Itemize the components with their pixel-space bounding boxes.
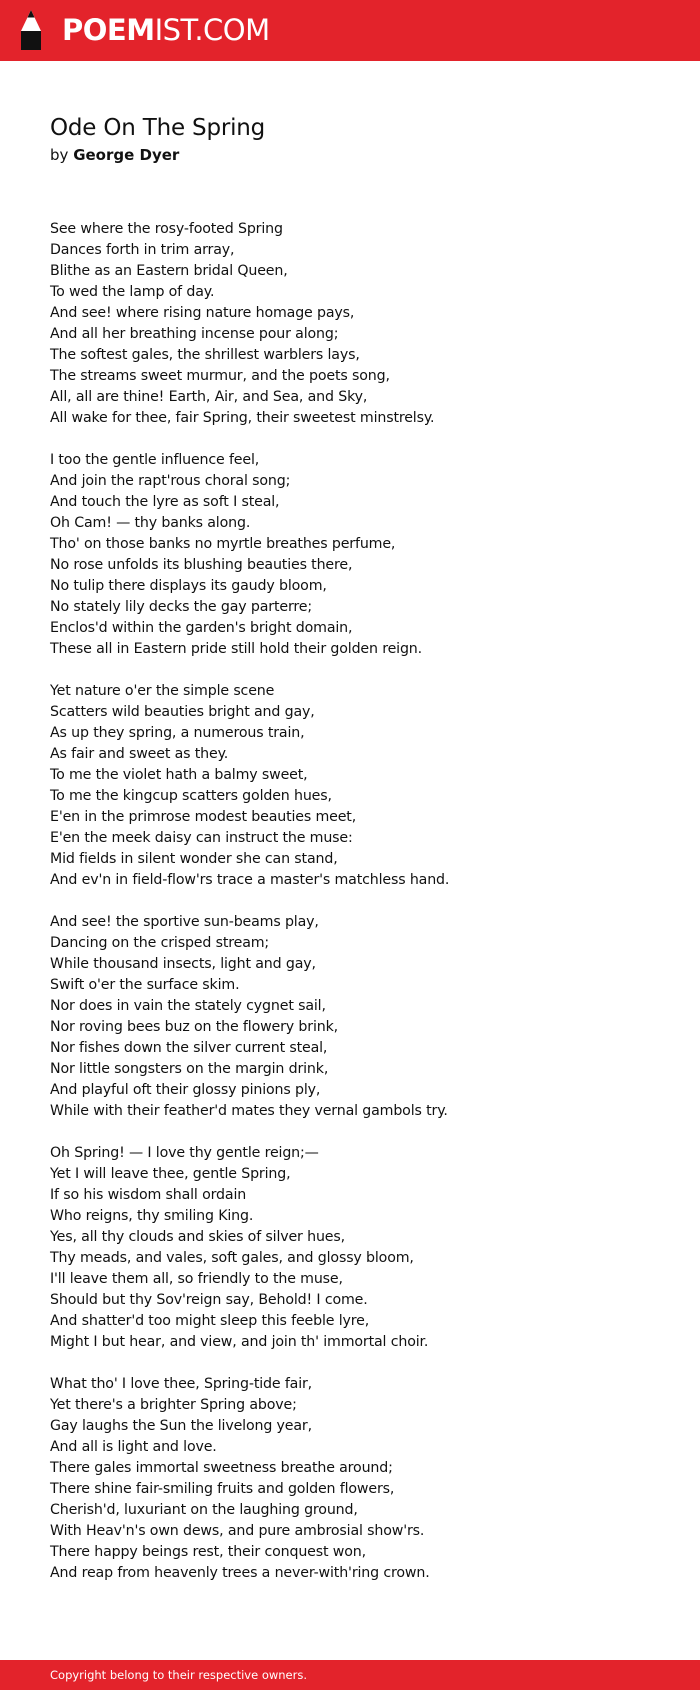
poem-line: Nor does in vain the stately cygnet sail,	[50, 998, 326, 1014]
poem-line: Who reigns, thy smiling King.	[50, 1208, 254, 1224]
poem-line: And playful oft their glossy pinions ply,	[50, 1082, 321, 1098]
poem-line: Oh Cam! — thy banks along.	[50, 515, 251, 531]
poem-line: No tulip there displays its gaudy bloom,	[50, 578, 327, 594]
poem-line: What tho' I love thee, Spring-tide fair,	[50, 1376, 313, 1392]
poem-line: Swift o'er the surface skim.	[50, 977, 240, 993]
poem-line: Yet there's a brighter Spring above;	[50, 1397, 297, 1413]
poem-line: E'en in the primrose modest beauties meet,	[50, 809, 357, 825]
poem-line: Mid fields in silent wonder she can stand,	[50, 851, 338, 867]
poem-line: And reap from heavenly trees a never-with'ring crown.	[50, 1565, 430, 1581]
poem-line: There happy beings rest, their conquest won,	[50, 1544, 366, 1560]
poem-line: Thy meads, and vales, soft gales, and glossy bloom,	[50, 1250, 414, 1266]
poem-line: All wake for thee, fair Spring, their sweetest minstrelsy.	[50, 410, 435, 426]
poem-line: With Heav'n's own dews, and pure ambrosial show'rs.	[50, 1523, 425, 1539]
pencil-logo-icon[interactable]	[17, 9, 45, 53]
poem-line: To me the kingcup scatters golden hues,	[50, 788, 332, 804]
poem-line: Nor fishes down the silver current steal,	[50, 1040, 328, 1056]
site-logo[interactable]	[62, 9, 270, 51]
poem-byline	[50, 144, 660, 166]
poem-line: As up they spring, a numerous train,	[50, 725, 305, 741]
poem-stanza	[50, 1143, 660, 1353]
poem-stanza	[50, 1374, 660, 1584]
poem-line: No rose unfolds its blushing beauties there,	[50, 557, 353, 573]
poem-line: I too the gentle influence feel,	[50, 452, 260, 468]
logo-text-light: IST.COM	[154, 13, 270, 47]
poem-line: While with their feather'd mates they vernal gambols try.	[50, 1103, 448, 1119]
poem-line: Oh Spring! — I love thy gentle reign;—	[50, 1145, 319, 1161]
poem-line: Dances forth in trim array,	[50, 242, 235, 258]
poem-line: Gay laughs the Sun the livelong year,	[50, 1418, 312, 1434]
poem-line: And touch the lyre as soft I steal,	[50, 494, 280, 510]
poem-line: And all her breathing incense pour along;	[50, 326, 339, 342]
poem-line: The streams sweet murmur, and the poets song,	[50, 368, 390, 384]
poem-line: If so his wisdom shall ordain	[50, 1187, 247, 1203]
poem-line: Cherish'd, luxuriant on the laughing ground,	[50, 1502, 358, 1518]
poem-line: Should but thy Sov'reign say, Behold! I come.	[50, 1292, 368, 1308]
poem-line: Yet I will leave thee, gentle Spring,	[50, 1166, 291, 1182]
poem-stanza	[50, 450, 660, 660]
poem-author[interactable]: George Dyer	[73, 146, 180, 164]
poem-line: Yet nature o'er the simple scene	[50, 683, 275, 699]
poem-line: Enclos'd within the garden's bright domain,	[50, 620, 353, 636]
poem-line: And all is light and love.	[50, 1439, 217, 1455]
poem-stanza	[50, 912, 660, 1122]
poem-line: I'll leave them all, so friendly to the muse,	[50, 1271, 343, 1287]
poem-line: There gales immortal sweetness breathe around;	[50, 1460, 393, 1476]
poem-line: Tho' on those banks no myrtle breathes perfume,	[50, 536, 396, 552]
poem-title: Ode On The Spring	[50, 115, 266, 141]
poem-line: Nor roving bees buz on the flowery brink,	[50, 1019, 339, 1035]
poem-line: There shine fair-smiling fruits and golden flowers,	[50, 1481, 395, 1497]
poem-body	[50, 219, 660, 1605]
poem-line: No stately lily decks the gay parterre;	[50, 599, 312, 615]
poem-line: See where the rosy-footed Spring	[50, 221, 283, 237]
poem-heading	[50, 112, 660, 166]
poem-line: Blithe as an Eastern bridal Queen,	[50, 263, 288, 279]
poem-line: All, all are thine! Earth, Air, and Sea, and Sky,	[50, 389, 368, 405]
poem-line: As fair and sweet as they.	[50, 746, 229, 762]
poem-line: And shatter'd too might sleep this feeble lyre,	[50, 1313, 370, 1329]
poem-line: And see! where rising nature homage pays,	[50, 305, 355, 321]
poem-line: Nor little songsters on the margin drink,	[50, 1061, 329, 1077]
poem-line: Might I but hear, and view, and join th' immortal choir.	[50, 1334, 429, 1350]
logo-text-bold: POEM	[62, 13, 155, 47]
poem-line: These all in Eastern pride still hold their golden reign.	[50, 641, 422, 657]
poem-stanza	[50, 219, 660, 429]
poem-line: To wed the lamp of day.	[50, 284, 215, 300]
poem-line: And ev'n in field-flow'rs trace a master's matchless hand.	[50, 872, 450, 888]
poem-line: The softest gales, the shrillest warblers lays,	[50, 347, 360, 363]
poem-line: To me the violet hath a balmy sweet,	[50, 767, 308, 783]
site-footer	[0, 1660, 700, 1690]
poem-line: While thousand insects, light and gay,	[50, 956, 316, 972]
poem-line: And see! the sportive sun-beams play,	[50, 914, 319, 930]
poem-line: And join the rapt'rous choral song;	[50, 473, 291, 489]
poem-stanza	[50, 681, 660, 891]
poem-line: E'en the meek daisy can instruct the muse:	[50, 830, 353, 846]
by-label: by	[50, 146, 69, 164]
footer-copyright: Copyright belong to their respective owners.	[50, 1668, 308, 1682]
site-header	[0, 0, 700, 61]
poem-line: Dancing on the crisped stream;	[50, 935, 270, 951]
poem-line: Yes, all thy clouds and skies of silver hues,	[50, 1229, 345, 1245]
poem-line: Scatters wild beauties bright and gay,	[50, 704, 315, 720]
